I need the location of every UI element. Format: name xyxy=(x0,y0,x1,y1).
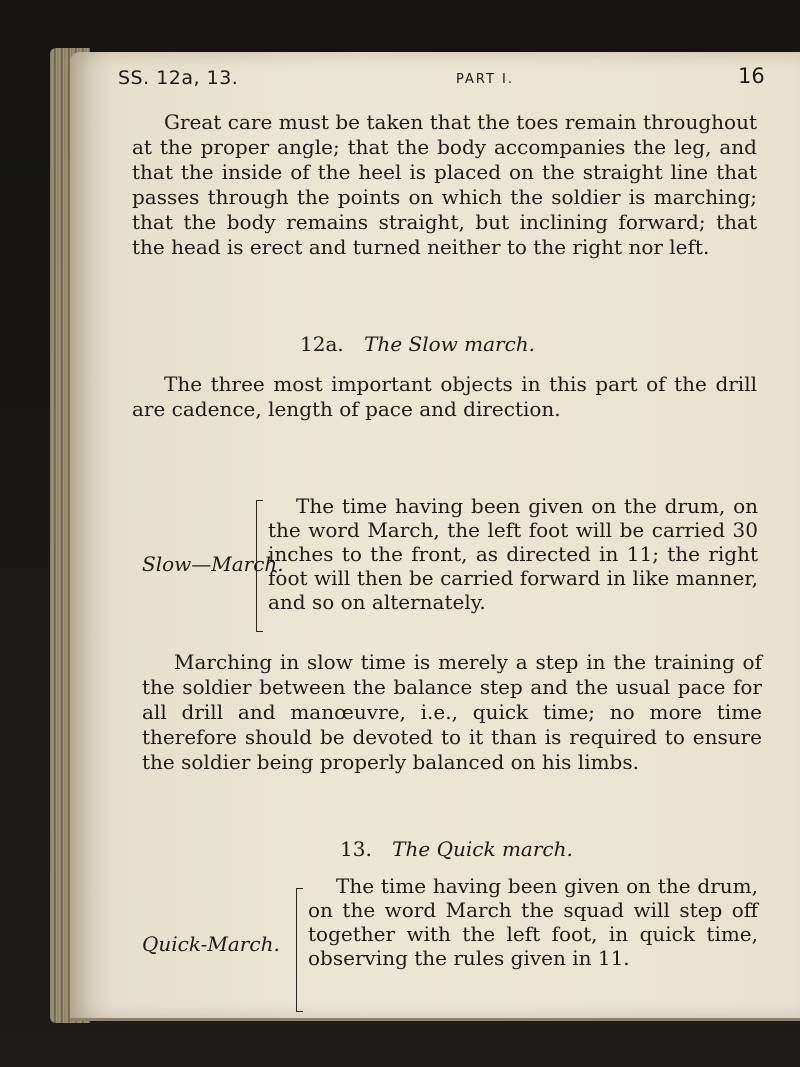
section-title: The Slow march. xyxy=(364,332,536,356)
header-part: PART I. xyxy=(456,72,515,87)
page-bottom-edge xyxy=(70,1018,800,1021)
page-number: 16 xyxy=(738,64,765,88)
paragraph-slow-time: Marching in slow time is merely a step in the training of the soldier between the balance step and the usual pace for all drill and manœuvre, i.e., quick time; no more time therefore should be devoted to it than is required to ensure the soldier being properly balanced on his limbs. xyxy=(142,650,762,774)
section-heading-13 xyxy=(340,837,573,861)
section-number: 12a. xyxy=(300,332,344,356)
brace-slow-march xyxy=(256,500,263,632)
bracketed-slow-march-text: The time having been given on the drum, on the word March, the left foot will be carried 30 inches to the front, as directed in 11; the right foot will then be carried forward in like manner, and so on alternately. xyxy=(268,494,758,614)
running-header xyxy=(118,64,768,94)
bracketed-quick-march-text: The time having been given on the drum, on the word March the squad will step off together with the left foot, in quick time, observing the rules given in 11. xyxy=(308,874,758,970)
section-title: The Quick march. xyxy=(392,837,573,861)
section-number: 13. xyxy=(340,837,372,861)
brace-quick-march xyxy=(296,888,303,1012)
section-heading-12a xyxy=(300,332,535,356)
paragraph-important-objects: The three most important objects in this part of the drill are cadence, length of pace and direction. xyxy=(132,372,757,421)
side-label-slow-march: Slow—March. xyxy=(142,552,284,576)
paragraph-toes-care: Great care must be taken that the toes remain throughout at the proper angle; that the body accompanies the leg, and that the inside of the heel is placed on the straight line that passes through the points on which the soldier is marching; that the body remains straight, but inclining forward; that the head is erect and turned neither to the right nor left. xyxy=(132,110,757,259)
book-page xyxy=(70,52,800,1020)
header-section-ref: SS. 12a, 13. xyxy=(118,67,239,89)
side-label-quick-march: Quick-March. xyxy=(142,932,280,956)
page-content xyxy=(70,52,800,1020)
